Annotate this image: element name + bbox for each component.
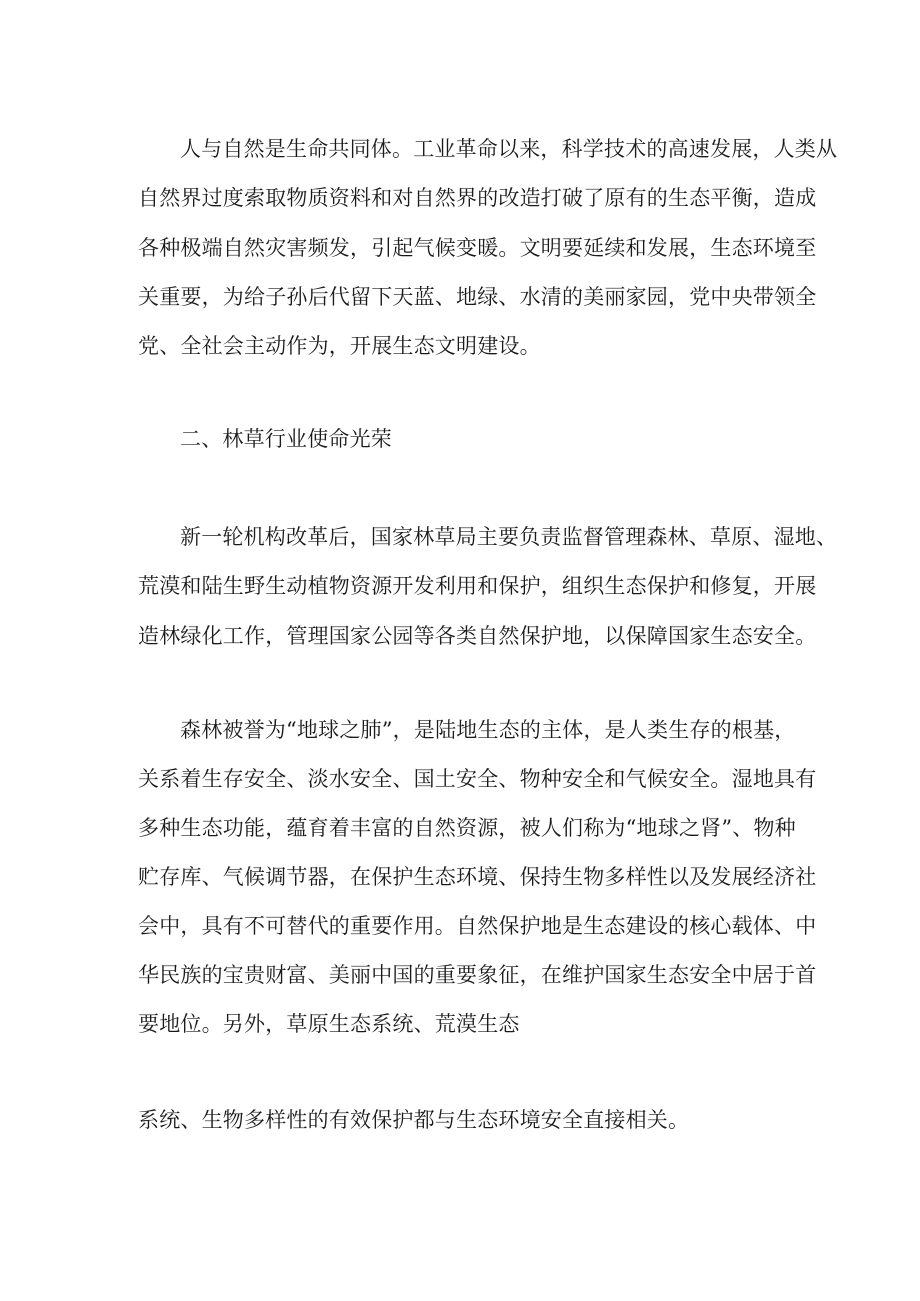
paragraph-line: 自然界过度索取物质资料和对自然界的改造打破了原有的生态平衡，造成 — [138, 186, 817, 210]
paragraph-line: 各种极端自然灾害频发，引起气候变暖。文明要延续和发展，生态环境至 — [138, 236, 817, 260]
paragraph-line: 会中，具有不可替代的重要作用。自然保护地是生态建设的核心载体、中 — [138, 914, 817, 938]
paragraph-line: 多种生态功能，蕴育着丰富的自然资源，被人们称为“地球之肾”、物种 — [138, 816, 796, 840]
paragraph-line: 人与自然是生命共同体。工业革命以来，科学技术的高速发展，人类从 — [180, 137, 838, 161]
paragraph-line: 荒漠和陆生野生动植物资源开发利用和保护，组织生态保护和修复，开展 — [138, 574, 817, 598]
paragraph-line: 华民族的宝贵财富、美丽中国的重要象征，在维护国家生态安全中居于首 — [138, 963, 817, 987]
section-heading: 二、林草行业使命光荣 — [180, 427, 392, 451]
paragraph-line: 新一轮机构改革后，国家林草局主要负责监督管理森林、草原、湿地、 — [180, 525, 838, 549]
paragraph-line: 关系着生存安全、淡水安全、国土安全、物种安全和气候安全。湿地具有 — [138, 767, 817, 791]
paragraph-4: 系统、生物多样性的有效保护都与生态环境安全直接相关。 — [138, 1108, 690, 1132]
paragraph-line: 森林被誉为“地球之肺”，是陆地生态的主体，是人类生存的根基， — [180, 718, 796, 742]
paragraph-line: 关重要，为给子孙后代留下天蓝、地绿、水清的美丽家园，党中央带领全 — [138, 285, 817, 309]
paragraph-line: 造林绿化工作，管理国家公园等各类自然保护地，以保障国家生态安全。 — [138, 624, 817, 648]
paragraph-line: 党、全社会主动作为，开展生态文明建设。 — [138, 334, 541, 358]
paragraph-line: 要地位。另外，草原生态系统、荒漠生态 — [138, 1012, 520, 1036]
paragraph-line: 贮存库、气候调节器，在保护生态环境、保持生物多样性以及发展经济社 — [138, 865, 817, 889]
